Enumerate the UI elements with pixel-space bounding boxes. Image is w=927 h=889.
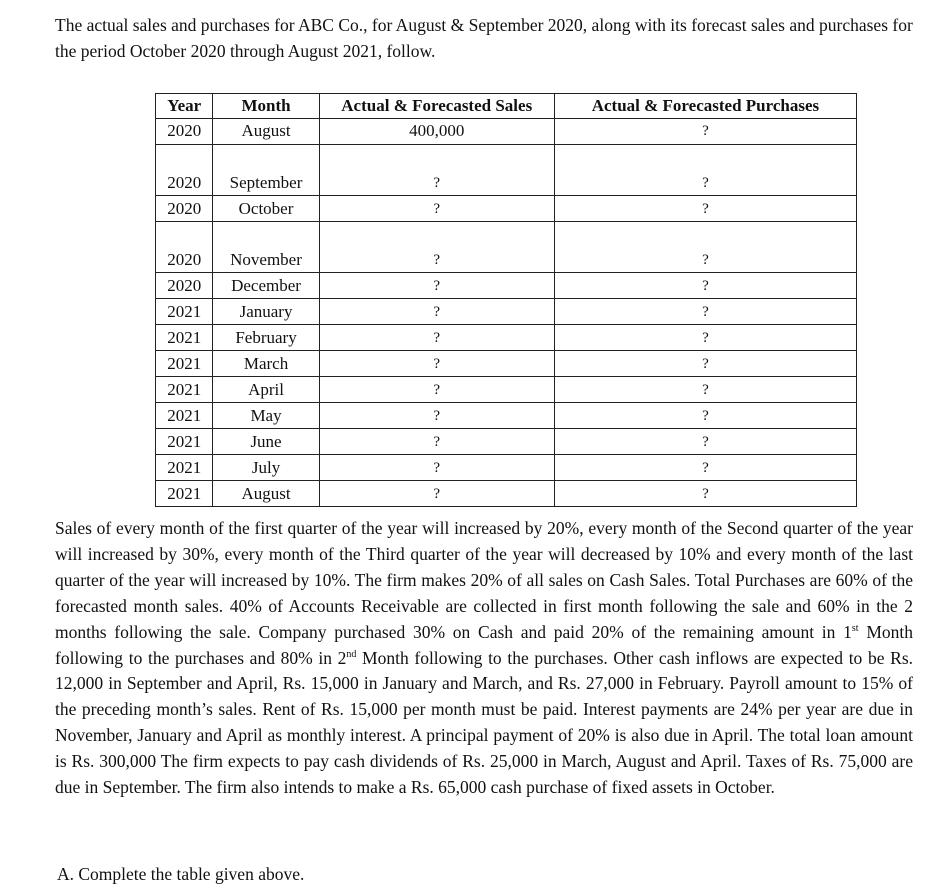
question-a: A. Complete the table given above. bbox=[57, 864, 305, 884]
ordinal-nd: nd bbox=[346, 648, 357, 660]
month-text: September bbox=[229, 173, 303, 192]
cell-sales: ? bbox=[319, 351, 554, 377]
cell-purchases: ? bbox=[554, 377, 856, 403]
cell-purchases: ? bbox=[554, 299, 856, 325]
cell-year: 2021 bbox=[156, 403, 213, 429]
cell-month: December bbox=[213, 273, 319, 299]
cell-month: August bbox=[213, 119, 319, 145]
cell-month: August bbox=[213, 481, 319, 507]
cell-purchases: ? bbox=[554, 325, 856, 351]
cell-year: 2020 bbox=[156, 273, 213, 299]
cell-sales: ? bbox=[319, 273, 554, 299]
table-row bbox=[156, 196, 857, 222]
cell-sales: 400,000 bbox=[319, 119, 554, 145]
cell-sales: ? bbox=[319, 403, 554, 429]
ordinal-st: st bbox=[851, 622, 859, 634]
cell-month: January bbox=[213, 299, 319, 325]
cell-year: 2020 bbox=[156, 196, 213, 222]
cell-month: February bbox=[213, 325, 319, 351]
header-purchases: Actual & Forecasted Purchases bbox=[554, 94, 856, 119]
cell-purchases: ? bbox=[554, 351, 856, 377]
cell-year: 2021 bbox=[156, 351, 213, 377]
table-row bbox=[156, 481, 857, 507]
cell-purchases: ? bbox=[554, 119, 856, 145]
cell-purchases: ? bbox=[554, 455, 856, 481]
cell-sales: ? bbox=[319, 377, 554, 403]
cell-year: 2021 bbox=[156, 299, 213, 325]
assumptions-paragraph bbox=[55, 516, 913, 801]
cell-sales: ? bbox=[319, 145, 554, 196]
cell-month: July bbox=[213, 455, 319, 481]
cell-month: May bbox=[213, 403, 319, 429]
cell-month: April bbox=[213, 377, 319, 403]
cell-year: 2020 bbox=[156, 119, 213, 145]
cell-sales: ? bbox=[319, 196, 554, 222]
cell-sales: ? bbox=[319, 325, 554, 351]
cell-year: 2021 bbox=[156, 455, 213, 481]
cell-year: 2021 bbox=[156, 429, 213, 455]
cell-year: 2020 bbox=[156, 222, 213, 273]
cell-sales: ? bbox=[319, 481, 554, 507]
cell-month bbox=[213, 222, 319, 273]
assumptions-text-part-1: Sales of every month of the first quarter of the year will increased by 20%, every month of the Second quarter of the year will increased by 30%, every month of the Third quarter of the year will decreased by 10% and every month of the last quarter of the year will increased by 10%. The firm makes 20% of all sales on Cash Sales. Total Purchases are 60% of the forecasted month sales. 40% of Accounts Receivable are collected in first month following the sale and 60% in the 2 months following the sale. Company purchased 30% on Cash and paid 20% of the remaining amount in 1 bbox=[55, 518, 913, 642]
cell-sales: ? bbox=[319, 429, 554, 455]
assumptions-text-part-2: Month following to the purchases and 80% in 2 bbox=[55, 621, 913, 668]
table-row bbox=[156, 403, 857, 429]
cell-sales: ? bbox=[319, 455, 554, 481]
table-row bbox=[156, 145, 857, 196]
month-text: November bbox=[230, 250, 302, 269]
sales-purchases-table bbox=[155, 93, 857, 507]
cell-month bbox=[213, 145, 319, 196]
cell-year: 2020 bbox=[156, 145, 213, 196]
table-row bbox=[156, 119, 857, 145]
table-row bbox=[156, 299, 857, 325]
cell-purchases: ? bbox=[554, 403, 856, 429]
cell-purchases: ? bbox=[554, 196, 856, 222]
assumptions-text-part-3: Month following to the purchases. Other cash inflows are expected to be Rs. 12,000 in September and April, Rs. 15,000 in January and March, and Rs. 27,000 in February. Payroll amount to 15% of the preceding month’s sales. Rent of Rs. 15,000 per month must be paid. Interest payments are 24% per year are due in November, January and April as monthly interest. A principal payment of 20% is also due in April. The total loan amount is Rs. 300,000 The firm expects to pay cash dividends of Rs. 25,000 in March, August and April. Taxes of Rs. 75,000 are due in September. The firm also intends to make a Rs. 65,000 cash purchase of fixed assets in October. bbox=[55, 647, 913, 798]
table-row bbox=[156, 273, 857, 299]
cell-sales: ? bbox=[319, 222, 554, 273]
table-row bbox=[156, 325, 857, 351]
intro-paragraph: The actual sales and purchases for ABC Co., for August & September 2020, along with its forecast sales and purchases for the period October 2020 through August 2021, follow. bbox=[55, 15, 913, 61]
cell-year: 2021 bbox=[156, 377, 213, 403]
cell-purchases: ? bbox=[554, 429, 856, 455]
header-sales: Actual & Forecasted Sales bbox=[319, 94, 554, 119]
table-row bbox=[156, 377, 857, 403]
table-row bbox=[156, 429, 857, 455]
cell-month: June bbox=[213, 429, 319, 455]
cell-purchases: ? bbox=[554, 273, 856, 299]
header-month: Month bbox=[213, 94, 319, 119]
cell-sales: ? bbox=[319, 299, 554, 325]
cell-purchases: ? bbox=[554, 145, 856, 196]
table-row bbox=[156, 222, 857, 273]
cell-purchases: ? bbox=[554, 222, 856, 273]
table-row bbox=[156, 351, 857, 377]
table-body bbox=[156, 119, 857, 507]
table-row bbox=[156, 455, 857, 481]
cell-year: 2021 bbox=[156, 325, 213, 351]
cell-month: March bbox=[213, 351, 319, 377]
table-header-row bbox=[156, 94, 857, 119]
cell-year: 2021 bbox=[156, 481, 213, 507]
header-year: Year bbox=[156, 94, 213, 119]
cell-purchases: ? bbox=[554, 481, 856, 507]
cell-month: October bbox=[213, 196, 319, 222]
